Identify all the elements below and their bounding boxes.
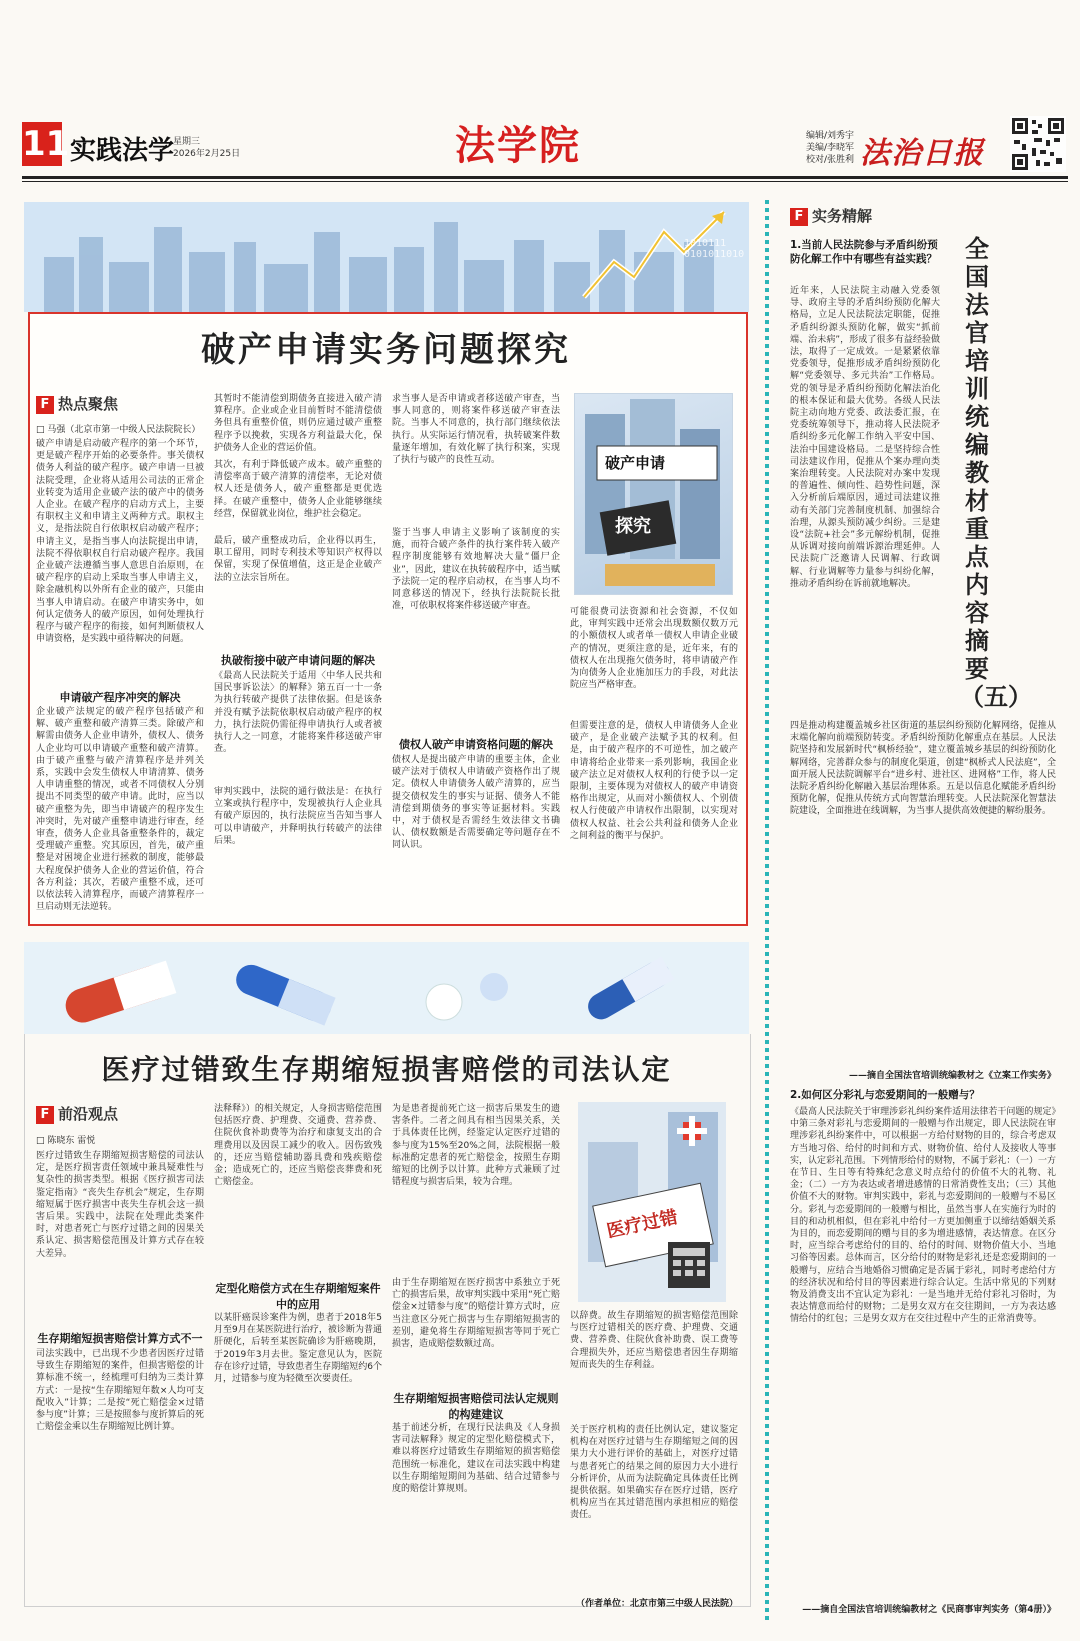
article1-col2-text: 审判实践中，法院的通行做法是：在执行立案或执行程序中，发现被执行人企业具有破产原因的，执行法院应当告知当事人可以申请破产，并释明执行转破产的法律后果。 [214, 787, 382, 846]
editor-credit: 美编/李晓军 [806, 143, 855, 153]
sidebar-answer-text: 《最高人民法院关于审理涉彩礼纠纷案件适用法律若干问题的规定》中第三条对彩礼与恋爱期间的一般赠与作出规定，即人民法院在审理涉彩礼纠纷案件中，可以根据一方给付财物的目的，综合考虑双方当地习俗、给付的时间和方式、财物价值、给付人及接收人等事实，认定彩礼范围。下列情形给付的财物，不属于彩礼：（一）一方在节日、生日等有特殊纪念意义时点给付的价值不大的礼物、礼金；（二）一方为表达或者增进感情的日常消费性支出；（三）其他价值不大的财物。审判实践中，彩礼与恋爱期间的一般赠与不易区分。彩礼与恋爱期间的一般赠与相比，虽然当事人在实施行为时的目的和动机相似，但在彩礼中给付一方更加侧重于以缔结婚姻关系为目的，而恋爱期间的赠与目的多为增进感情，表达情意。在区分时，应当综合考虑给付的目的、给付的时间、财物价值大小、当地习俗等因素。总体而言，区分给付的财物是彩礼还是恋爱期间的一般赠与，应结合当地婚俗习惯确定是否属于彩礼，同时考虑给付方的经济状况和给付目的等因素进行综合认定。生活中常见的下列财物及消费支出不宜认定为彩礼：一是当地并无给付彩礼习俗时，为表达情意而给付的财物；二是男女双方在交往期间，一方为表达感情给付的红包；三是男女双方在交往过程中产生的正常消费等。 [790, 1107, 1056, 1325]
editor-credit: 校对/张胜利 [806, 155, 855, 165]
article2-title: 医疗过错致生存期缩短损害赔偿的司法认定 [101, 1053, 672, 1086]
editor-credits [806, 130, 854, 166]
article2-col3-text: 基于前述分析，在现行民法典及《人身损害司法解释》规定的定型化赔偿模式下，难以将医疗过错致生存期缩短的损害赔偿范围统一标准化，建议在司法实践中构建以生存期缩短期间为基础、结合过错参与度的赔偿计算规则。 [392, 1423, 560, 1495]
article2-author-note: （作者单位：北京市第三中级人民法院） [575, 1599, 738, 1609]
sidebar-column-label: F 实务精解 [790, 205, 872, 226]
sidebar-question: 2.如何区分彩礼与恋爱期间的一般赠与？ [790, 1089, 980, 1101]
medical-error-illustration [578, 1102, 726, 1302]
article1-col2-text: 《最高人民法院关于适用〈中华人民共和国民事诉讼法〉的解释》第五百一十一条为执行转破产提供了法律依据。但是该条并没有赋予法院依职权启动破产程序的权力，执行法院仍需征得申请执行人或者被执行人之一同意，才能将案件移送破产审查。 [214, 671, 382, 755]
issue-date [173, 136, 240, 160]
article1-column-label: F 热点聚焦 [36, 393, 118, 414]
top-rule-thin [22, 181, 1068, 182]
column-divider-dotted [765, 200, 769, 1620]
sidebar-answer-text: 四是推动构建覆盖城乡社区街道的基层纠纷预防化解网络，促推从末端化解向前端预防转变。矛盾纠纷预防化解重点在基层。人民法院坚持和发展新时代“枫桥经验”，建立覆盖城乡基层的纠纷预防化解网络，完善群众参与的制度化渠道，创建“枫桥式人民法庭”，全面开展人民法院调解平台“进乡村、进社区、进网格”工作，将人民法院矛盾纠纷化解融入基层治理体系。五是以信息化赋能矛盾纠纷预防化解，促推从传统方式向智慧治理转变。人民法院深化智慧法院建设，全面推进在线调解，为当事人提供高效便捷的解纷服务。 [790, 721, 1056, 817]
bankruptcy-illustration [574, 393, 733, 595]
sidebar-answer-text: 近年来，人民法院主动融入党委领导、政府主导的矛盾纠纷预防化解大格局，立足人民法院法定职能，促推矛盾纠纷源头预防化解，做实“抓前端、治未病”，形成了很多有益经验做法，取得了一定成效。一是紧紧依靠党委领导，促推形成矛盾纠纷预防化解“党委领导、多元共治”工作格局。党的领导是矛盾纠纷预防化解法治化的根本保证和最大优势。各级人民法院主动向地方党委、政法委汇报，在党委统筹领导下，推动将人民法院矛盾纠纷多元化解工作纳入平安中国、法治中国建设格局。二是坚持综合性司法建议作用，促推从个案办理向类案治理转变。人民法院对办案中发现的普遍性、倾向性、趋势性问题，深入分析前后端原因，通过司法建议推动有关部门完善制度机制、加强综合治理，从源头预防减少纠纷。三是建设“法院+社会”多元解纷机制，促推从诉调对接向前端诉源治理延伸。人民法院广泛邀请人民调解、行政调解、行业调解等力量参与纠纷化解，推动矛盾纠纷在诉前就地解决。 [790, 286, 940, 589]
article1-col1-text: 企业破产法规定的破产程序包括破产和解、破产重整和破产清算三类。除破产和解需由债务人企业申请外，债权人、债务人企业均可以申请破产重整和破产清算。由于破产重整与破产清算程序是并列关系，实践中会发生债权人申请清算、债务人申请重整的情况，或者不同债权人分别提出不同类型的破产申请。此时，应当以破产重整为先，即当申请破产的程序发生冲突时，先对破产重整申请进行审查，经审查，债务人企业具备重整条件的，裁定受理破产重整。究其原因，首先，破产重整是对困境企业进行拯救的制度，能够最大程度保护债务人企业的营运价值，符合各方利益；其次，若破产重整不成，还可以依法转入清算程序，而破产清算程序一旦启动则无法逆转。 [36, 707, 204, 912]
top-rule [22, 176, 1068, 179]
qr-code-icon [1010, 116, 1066, 172]
article1-subhead: 债权人破产申请资格问题的解决 [399, 738, 553, 751]
editor-credit: 编辑/刘秀宇 [806, 131, 855, 141]
article2-subhead: 定型化赔偿方式在生存期缩短案件中的应用 [215, 1282, 381, 1311]
article2-banner-image [24, 942, 749, 1034]
weekday: 星期三 [173, 137, 201, 147]
sidebar-source: ——摘自全国法官培训统编教材之《民商事审判实务（第4册）》 [802, 1605, 1056, 1615]
article1-col3-text: 鉴于当事人申请主义影响了该制度的实施，而符合破产条件的执行案件转入破产程序制度能够有效地解决大量“僵尸企业”，因此，建议在执转破程序中，适当赋予法院一定的程序启动权，在当事人均不同意移送的情况下，经执行法院院长批准，可依职权将案件移送破产审查。 [392, 528, 560, 612]
section-title: 实践法学 [70, 136, 175, 166]
banner-binary-text: 1010111 0101011010 [684, 238, 745, 260]
article2-col2-text: 法释释》）的相关规定，人身损害赔偿范围包括医疗费、护理费、交通费、营养费、住院伙食补助费等为治疗和康复支出的合理费用以及因误工减少的收入。因伤致残的，还应当赔偿辅助器具费和残疾赔偿金；造成死亡的，还应当赔偿丧葬费和死亡赔偿金。 [214, 1104, 382, 1188]
article1-col3-text: 求当事人是否申请或者移送破产审查，当事人同意的，则将案件移送破产审查法院。当事人不同意的，执行部门继续依法执行。从实际运行情况看，执转破案件数量逐年增加，有效化解了执行积案，实现了执行与破产的良性互动。 [392, 394, 560, 466]
illus-label-explore: 探究 [615, 516, 651, 537]
article2-col3-text: 由于生存期缩短在医疗损害中系独立于死亡的损害后果，故审判实践中采用“死亡赔偿金×过错参与度”的赔偿计算方式时，应当注意区分死亡损害与生存期缩短损害的差别，避免将生存期缩短损害等同于死亡损害，造成赔偿数额过高。 [392, 1278, 560, 1350]
article1-title: 破产申请实务问题探究 [201, 330, 571, 370]
date-text: 2026年2月25日 [173, 149, 241, 159]
article1-col1-text: 破产申请是启动破产程序的第一个环节，更是破产程序开始的必要条件。事关债权债务人利益的破产程序。破产申请一旦被法院受理，企业将从适用公司法的正常企业转变为适用企业破产法的破产中的债务人企业。在破产程序的启动方式上，主要有职权主义和申请主义两种方式。职权主义，是指法院自行依职权启动破产程序；申请主义，是指当事人向法院提出申请，法院不得依职权自行启动破产程序。我国企业破产法遵循当事人意思自治原则，在破产程序的启动上采取当事人申请主义，除金融机构以外所有企业的破产，只能由当事人申请启动。在破产申请实务中，如何认定债务人的破产原因，如何处理执行程序与破产程序的衔接，如何判断债权人申请资格，是实践中亟待解决的问题。 [36, 439, 204, 645]
illus-label-medical-error: 医疗过错 [604, 1206, 680, 1243]
sidebar-vertical-title: 全国法官培训统编教材重点内容摘要（五） [960, 234, 1032, 711]
article1-col4-text: 但需要注意的是，债权人申请债务人企业破产，是企业破产法赋予其的权利。但是，由于破产程序的不可逆性，加之破产申请将给企业带来一系列影响，我国企业破产法立足对债权人权利的行使予以一定限制，主要体现为对债权人的破产申请资格作出规定，从而对小额债权人、个别债权人行使破产申请权作出限制，以实现对债权人权益、社会公共利益和债务人企业之间利益的衡平与保护。 [570, 721, 738, 841]
article2-col4-text: 关于医疗机构的责任比例认定，建议鉴定机构在对医疗过错与生存期缩短之间的因果力大小进行评价的基础上，对医疗过错与患者死亡的结果之间的原因力大小进行分析评价，从而为法院确定具体责任比例提供依据。如果确实存在医疗过错，医疗机构应当在其过错范围内承担相应的赔偿责任。 [570, 1425, 738, 1521]
article2-col4-text: 以辞费。故生存期缩短的损害赔偿范围除与医疗过错相关的医疗费、护理费、交通费、营养费、住院伙食补助费、误工费等合理损失外，还应当赔偿患者因生存期缩短而丧失的生存利益。 [570, 1311, 738, 1370]
article2-col3-text: 为是患者提前死亡这一损害后果发生的遗害条件。二者之间具有相当因果关系，关于具体责任比例，经鉴定认定医疗过错的参与度为15%至20%之间，法院根据一般标准酌定患者的死亡赔偿金，按照生存期缩短的比例予以计算。此种方式兼顾了过错程度与损害后果，较为合理。 [392, 1104, 560, 1188]
article1-col2-text: 最后，破产重整成功后，企业得以再生，职工留用，同时专利技术等知识产权得以保留，实现了保值增值，这正是企业破产法的立法宗旨所在。 [214, 536, 382, 583]
article1-col2-text: 其次，有利于降低破产成本。破产重整的清偿率高于破产清算的清偿率，无论对债权人还是债务人，破产重整都是更优选择。在破产重整中，债务人企业能够继续经营，保留就业岗位，维护社会稳定。 [214, 460, 382, 519]
article1-col4-text: 可能很费司法资源和社会资源，不仅如此，审判实践中还常会出现数额仅数万元的小额债权人或者单一债权人申请企业破产的情况，更须注意的是，近年来，有的债权人在出现拖欠债务时，将申请破产作为向债务人企业施加压力的手段，对此法院应当严格审查。 [570, 607, 738, 691]
column-f-icon: F [790, 208, 808, 226]
column-f-icon: F [36, 1106, 54, 1124]
illus-label-bankruptcy: 破产申请 [605, 454, 666, 472]
article2-col2-text: 以某肝癌误诊案件为例，患者于2018年5月至9月在某医院进行治疗，被诊断为普通肝硬化，后转至某医院确诊为肝癌晚期，于2019年3月去世。鉴定意见认为，医院存在诊疗过错，导致患者生存期缩短约6个月，过错参与度为轻微至次要责任。 [214, 1313, 382, 1385]
article1-col2-text: 其暂时不能清偿到期债务直接进入破产清算程序。企业或企业目前暂时不能清偿债务但具有重整价值，则仍应通过破产重整程序予以挽救，实现各方利益最大化，保护债务人企业的营运价值。 [214, 394, 382, 453]
article2-col1-text: 司法实践中，已出现不少患者因医疗过错导致生存期缩短的案件，但损害赔偿的计算标准不统一，经梳理可归纳为三类计算方式：一是按“生存期缩短年数×人均可支配收入”计算；二是按“死亡赔偿金×过错参与度”计算；三是按照参与度折算后的死亡赔偿金乘以生存期缩短比例计算。 [36, 1349, 204, 1433]
article2-subhead: 生存期缩短损害赔偿司法认定规则的构建建议 [393, 1392, 559, 1421]
page-center-title: 法学院 [455, 123, 581, 169]
article1-author: □ 马强（北京市第一中级人民法院院长） [36, 425, 201, 435]
article1-subhead: 执破衔接中破产申请问题的解决 [221, 654, 375, 667]
page-number: 11 [22, 124, 70, 164]
sidebar-question: 1.当前人民法院参与矛盾纠纷预防化解工作中有哪些有益实践？ [790, 239, 938, 265]
article2-author: □ 陈晓东 雷悦 [36, 1136, 96, 1146]
column-f-icon: F [36, 396, 54, 414]
article2-col1-text: 医疗过错致生存期缩短损害赔偿的司法认定，是医疗损害责任领域中兼具疑难性与复杂性的损害类型。根据《医疗损害司法鉴定指南》“丧失生存机会”规定，生存期缩短属于医疗损害中丧失生存机会这一损害后果。实践中，法院在处理此类案件时，对患者死亡与医疗过错之间的因果关系认定、损害赔偿范围及计算方式存在较大差异。 [36, 1151, 204, 1259]
article1-subhead: 申请破产程序冲突的解决 [59, 691, 181, 704]
article1-col3-text: 债权人是提出破产申请的重要主体，企业破产法对于债权人申请破产资格作出了规定。债权人申请债务人破产清算的，应当提交债权发生的事实与证据、债务人不能清偿到期债务的事实等证据材料。实践中，对于债权是否需经生效法律文书确认、债权数额是否需要确定等问题存在不同认识。 [392, 755, 560, 851]
newspaper-logo: 法治日报 [860, 136, 984, 171]
article2-column-label: F 前沿观点 [36, 1103, 118, 1124]
article2-subhead: 生存期缩短损害赔偿计算方式不一 [37, 1332, 203, 1345]
article1-banner-image [24, 202, 749, 312]
sidebar-source: ——摘自全国法官培训统编教材之《立案工作实务》 [848, 1071, 1056, 1081]
